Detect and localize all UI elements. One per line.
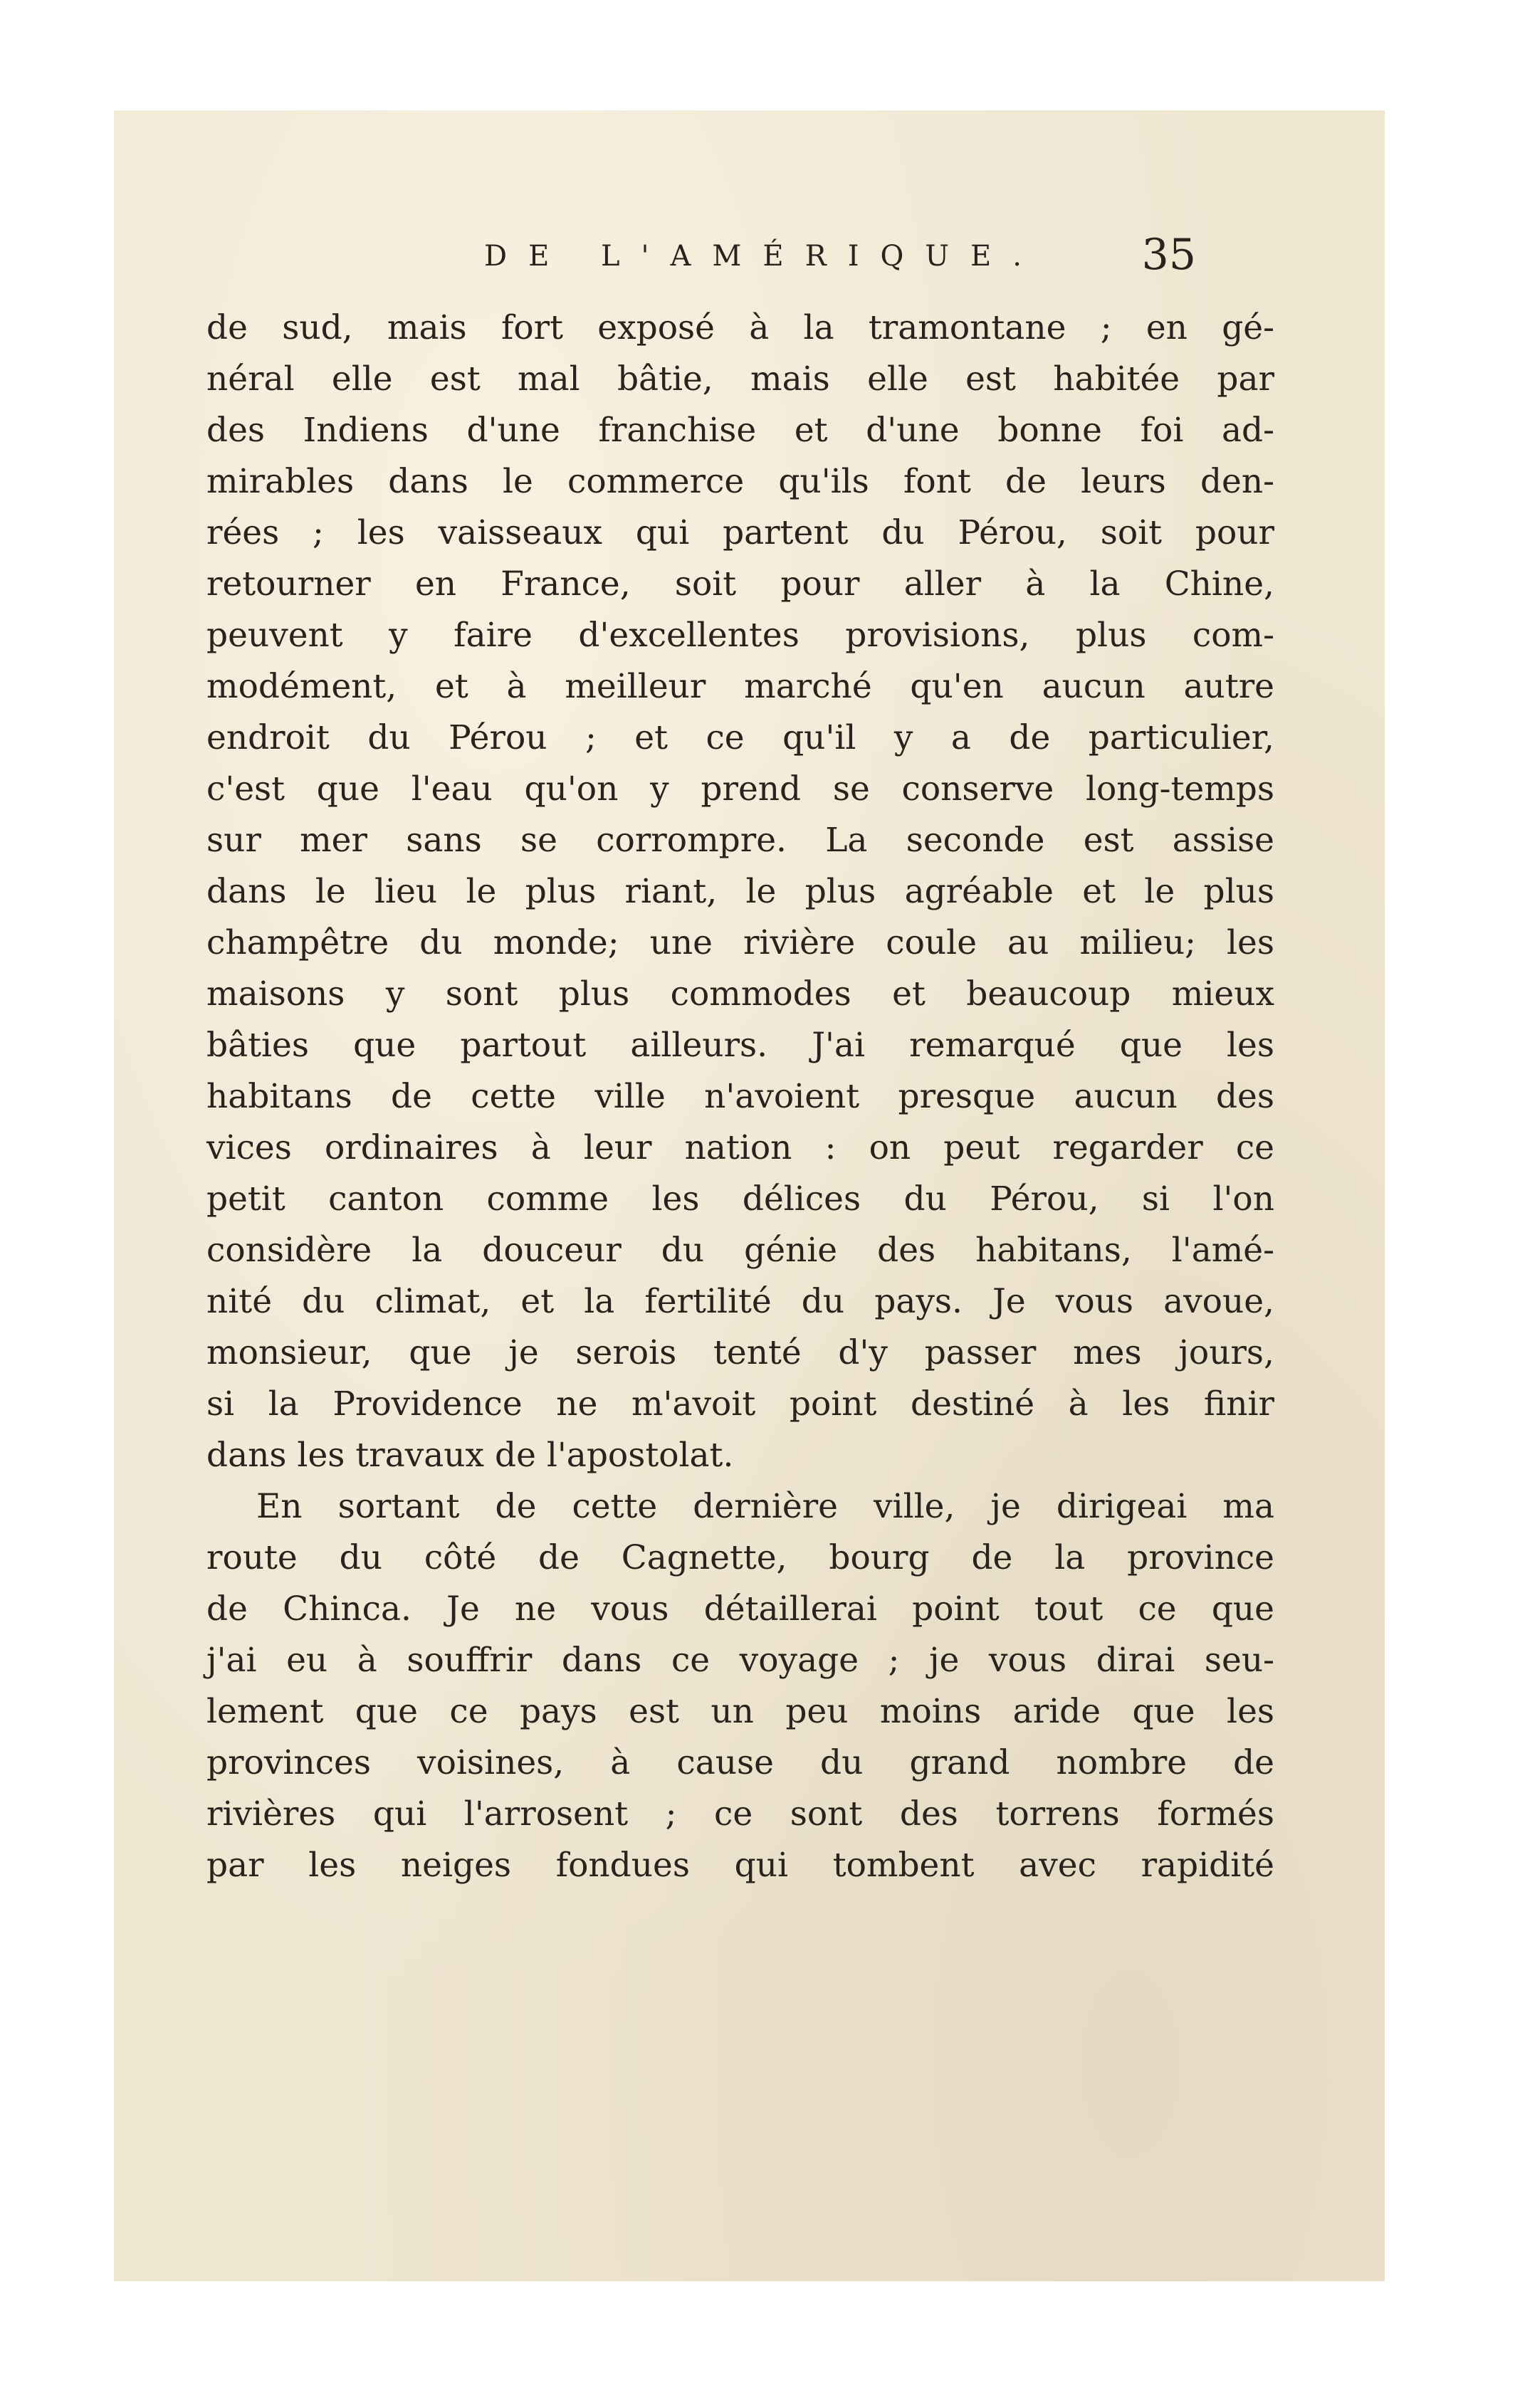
running-title: DE L'AMÉRIQUE. (484, 240, 1043, 273)
text-line: endroit du Pérou ; et ce qu'il y a de particulier, (206, 718, 1274, 757)
text-line: habitans de cette ville n'avoient presque aucun des (206, 1077, 1274, 1116)
text-line: maisons y sont plus commodes et beaucoup mieux (206, 974, 1274, 1014)
text-line: de sud, mais fort exposé à la tramontane ; en gé- (206, 308, 1274, 347)
running-head (399, 230, 1203, 287)
text-line: dans les travaux de l'apostolat. (206, 1436, 734, 1475)
text-line: des Indiens d'une franchise et d'une bonne foi ad- (206, 411, 1274, 450)
text-line: bâties que partout ailleurs. J'ai remarqué que les (206, 1026, 1274, 1065)
text-line: sur mer sans se corrompre. La seconde est assise (206, 821, 1274, 860)
text-line: mirables dans le commerce qu'ils font de leurs den- (206, 462, 1274, 501)
text-line: c'est que l'eau qu'on y prend se conserve long-temps (206, 769, 1274, 809)
text-line: En sortant de cette dernière ville, je dirigeai ma (256, 1487, 1274, 1526)
text-line: monsieur, que je serois tenté d'y passer mes jours, (206, 1333, 1274, 1372)
paragraph-1 (206, 303, 1274, 1481)
text-line: rivières qui l'arrosent ; ce sont des torrens formés (206, 1794, 1274, 1834)
text-line: vices ordinaires à leur nation : on peut regarder ce (206, 1128, 1274, 1167)
text-line: si la Providence ne m'avoit point destiné à les finir (206, 1384, 1274, 1424)
text-line: modément, et à meilleur marché qu'en aucun autre (206, 667, 1274, 706)
text-line: route du côté de Cagnette, bourg de la province (206, 1538, 1274, 1577)
text-line: retourner en France, soit pour aller à la Chine, (206, 564, 1274, 604)
page-number: 35 (1141, 230, 1196, 280)
text-line: néral elle est mal bâtie, mais elle est habitée par (206, 359, 1274, 399)
text-line: dans le lieu le plus riant, le plus agréable et le plus (206, 872, 1274, 911)
book-page (114, 110, 1385, 2281)
text-line: provinces voisines, à cause du grand nombre de (206, 1743, 1274, 1782)
text-line: de Chinca. Je ne vous détaillerai point tout ce que (206, 1589, 1274, 1629)
text-line: j'ai eu à souffrir dans ce voyage ; je vous dirai seu- (206, 1641, 1274, 1680)
text-line: peuvent y faire d'excellentes provisions, plus com- (206, 616, 1274, 655)
text-line: petit canton comme les délices du Pérou, si l'on (206, 1179, 1274, 1219)
body-text (206, 303, 1274, 1891)
text-line: considère la douceur du génie des habitans, l'amé- (206, 1231, 1274, 1270)
text-line: lement que ce pays est un peu moins aride que les (206, 1692, 1274, 1731)
text-line: nité du climat, et la fertilité du pays. Je vous avoue, (206, 1282, 1274, 1321)
text-line: par les neiges fondues qui tombent avec rapidité (206, 1846, 1274, 1885)
text-line: rées ; les vaisseaux qui partent du Pérou, soit pour (206, 513, 1274, 552)
paragraph-2 (206, 1481, 1274, 1891)
text-line: champêtre du monde; une rivière coule au milieu; les (206, 923, 1274, 962)
